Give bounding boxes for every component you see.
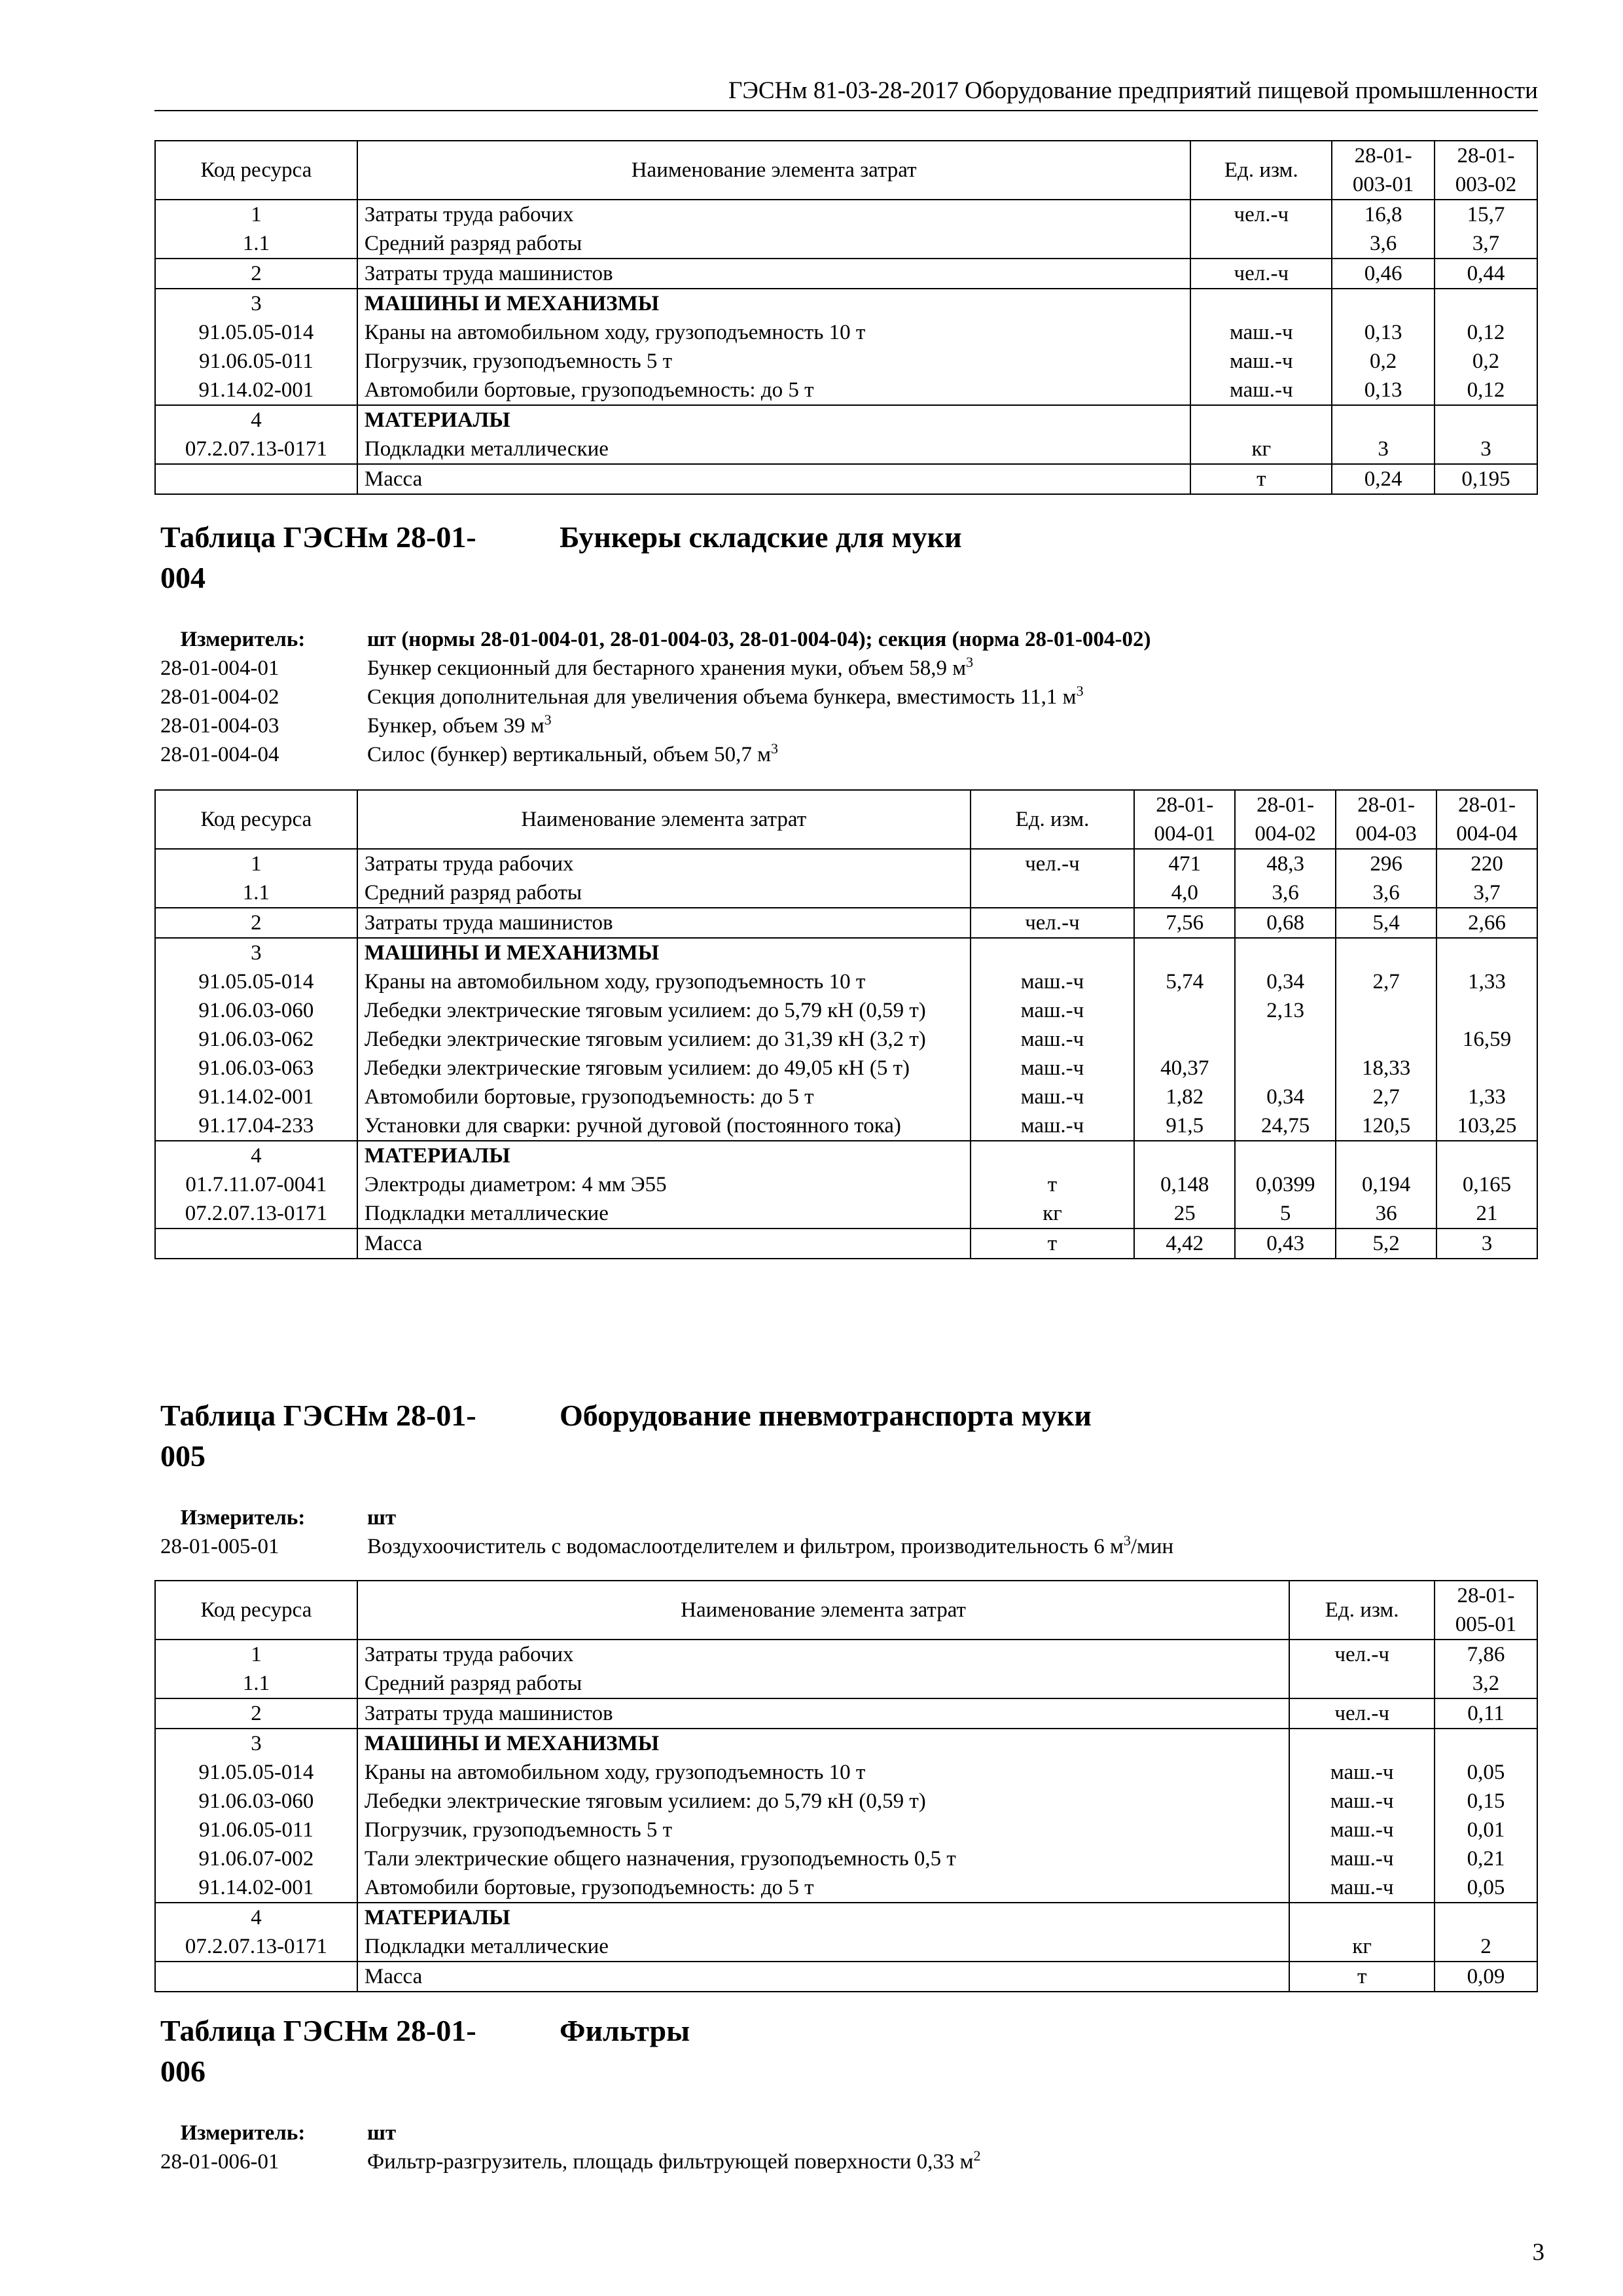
col-header-name: Наименование элемента затрат: [357, 1581, 1289, 1640]
table-title-name: Бункеры складские для муки: [560, 520, 962, 554]
col-header-unit: Ед. изм.: [971, 790, 1135, 849]
col-header-name: Наименование элемента затрат: [357, 141, 1190, 200]
resource-code: 1: [155, 849, 357, 878]
unit-of-measure: кг: [1190, 435, 1332, 464]
table-row: [155, 1199, 1537, 1229]
cost-element-name: Погрузчик, грузоподъемность 5 т: [357, 1816, 1289, 1844]
norm-value: [1134, 996, 1235, 1025]
unit-exponent: 3: [544, 711, 552, 728]
norm-value: 3,6: [1332, 229, 1435, 259]
norm-description: [367, 1532, 1173, 1561]
norm-value: 5,2: [1336, 1229, 1436, 1259]
norm-item: [160, 683, 1535, 711]
norm-description: [367, 654, 973, 683]
norm-value: 0,46: [1332, 259, 1435, 289]
resource-code: 2: [155, 908, 357, 938]
unit-of-measure: [971, 938, 1135, 967]
resource-code: 91.14.02-001: [155, 1083, 357, 1111]
cost-element-name: Подкладки металлические: [357, 1932, 1289, 1962]
norm-value: [1336, 938, 1436, 967]
col-header-code: Код ресурса: [155, 1581, 357, 1640]
norm-value: 0,43: [1235, 1229, 1336, 1259]
norm-value: 120,5: [1336, 1111, 1436, 1141]
resource-code: 91.14.02-001: [155, 376, 357, 405]
norm-description: [367, 683, 1084, 711]
cost-element-name: МАТЕРИАЛЫ: [357, 1903, 1289, 1932]
cost-element-name: Масса: [357, 1962, 1289, 1992]
norm-value: [1435, 1903, 1537, 1932]
table-row: [155, 1229, 1537, 1259]
cost-table-005: [154, 1580, 1538, 1992]
unit-of-measure: [971, 878, 1135, 908]
norm-value: 3,6: [1235, 878, 1336, 908]
resource-code: 07.2.07.13-0171: [155, 435, 357, 464]
norm-value: [1436, 938, 1537, 967]
unit-of-measure: маш.-ч: [971, 996, 1135, 1025]
norm-value: 2,7: [1336, 1083, 1436, 1111]
norm-value: 1,33: [1436, 1083, 1537, 1111]
table-row: [155, 405, 1537, 435]
table-row: [155, 938, 1537, 967]
unit-of-measure: т: [1289, 1962, 1435, 1992]
unit-of-measure: маш.-ч: [971, 1025, 1135, 1054]
resource-code: [155, 1229, 357, 1259]
unit-of-measure: маш.-ч: [1289, 1816, 1435, 1844]
cost-element-name: Средний разряд работы: [357, 229, 1190, 259]
norm-value: 4,42: [1134, 1229, 1235, 1259]
resource-code: 1.1: [155, 229, 357, 259]
norm-value: 16,59: [1436, 1025, 1537, 1054]
norm-value: 0,12: [1435, 318, 1537, 347]
col-header-name: Наименование элемента затрат: [357, 790, 971, 849]
unit-of-measure: т: [971, 1229, 1135, 1259]
norm-value: 4,0: [1134, 878, 1235, 908]
measure-value: шт (нормы 28-01-004-01, 28-01-004-03, 28-01-004-04); секция (норма 28-01-004-02): [367, 628, 1151, 651]
resource-code: 91.06.05-011: [155, 1816, 357, 1844]
norm-text: Воздухоочиститель с водомаслоотделителем и фильтром, производительность 6 м: [367, 1535, 1124, 1558]
norm-value: 0,21: [1435, 1844, 1537, 1873]
cost-element-name: Лебедки электрические тяговым усилием: до 31,39 кН (3,2 т): [357, 1025, 971, 1054]
table-title-name: Фильтры: [560, 2014, 690, 2047]
cost-element-name: Краны на автомобильном ходу, грузоподъемность 10 т: [357, 318, 1190, 347]
norm-text: Секция дополнительная для увеличения объема бункера, вместимость 11,1 м: [367, 685, 1077, 709]
unit-of-measure: маш.-ч: [1289, 1873, 1435, 1903]
norm-value: 0,12: [1435, 376, 1537, 405]
norm-value: 0,0399: [1235, 1170, 1336, 1199]
table-row: [155, 908, 1537, 938]
norm-description: [367, 711, 552, 740]
norm-value: 1,33: [1436, 967, 1537, 996]
measure-block-006: [160, 2119, 1535, 2176]
norm-value: [1332, 289, 1435, 318]
unit-of-measure: чел.-ч: [971, 908, 1135, 938]
unit-of-measure: чел.-ч: [971, 849, 1135, 878]
norm-value: 0,09: [1435, 1962, 1537, 1992]
norm-value: 103,25: [1436, 1111, 1537, 1141]
col-header-norm: 28-01- 003-01: [1332, 141, 1435, 200]
resource-code: 91.05.05-014: [155, 1758, 357, 1787]
resource-code: 91.05.05-014: [155, 967, 357, 996]
norm-value: 40,37: [1134, 1054, 1235, 1083]
resource-code: 3: [155, 289, 357, 318]
table-row: [155, 849, 1537, 878]
cost-element-name: Лебедки электрические тяговым усилием: до 49,05 кН (5 т): [357, 1054, 971, 1083]
resource-code: [155, 464, 357, 494]
table-row: [155, 1083, 1537, 1111]
cost-element-name: Установки для сварки: ручной дуговой (постоянного тока): [357, 1111, 971, 1141]
cost-element-name: Затраты труда машинистов: [357, 1698, 1289, 1729]
unit-exponent: 3: [1076, 683, 1084, 699]
table-title-label: Таблица ГЭСНм 28-01- 005: [160, 1399, 476, 1473]
norm-text: Фильтр-разгрузитель, площадь фильтрующей поверхности 0,33 м: [367, 2150, 974, 2174]
table-row: [155, 1962, 1537, 1992]
norm-item: [160, 740, 1535, 769]
unit-of-measure: чел.-ч: [1190, 259, 1332, 289]
resource-code: 07.2.07.13-0171: [155, 1932, 357, 1962]
unit-exponent: 3: [1123, 1532, 1131, 1549]
norm-value: [1435, 405, 1537, 435]
unit-of-measure: чел.-ч: [1289, 1640, 1435, 1669]
resource-code: 2: [155, 259, 357, 289]
table-title-label: Таблица ГЭСНм 28-01- 004: [160, 520, 476, 594]
norm-value: [1435, 289, 1537, 318]
resource-code: 1.1: [155, 878, 357, 908]
norm-value: 15,7: [1435, 200, 1537, 229]
cost-element-name: Подкладки металлические: [357, 1199, 971, 1229]
table-row: [155, 1844, 1537, 1873]
col-header-norm: 28-01- 004-03: [1336, 790, 1436, 849]
norm-value: 220: [1436, 849, 1537, 878]
norm-item: [160, 654, 1535, 683]
table-title-label: Таблица ГЭСНм 28-01- 006: [160, 2014, 476, 2088]
unit-exponent: 3: [771, 740, 778, 757]
norm-value: 0,2: [1435, 347, 1537, 376]
resource-code: 91.14.02-001: [155, 1873, 357, 1903]
unit-of-measure: маш.-ч: [971, 1054, 1135, 1083]
norm-text: Бункер, объем 39 м: [367, 714, 544, 738]
cost-table-004: [154, 789, 1538, 1259]
table-row: [155, 347, 1537, 376]
norm-value: 7,56: [1134, 908, 1235, 938]
cost-table-003: [154, 140, 1538, 495]
table-row: [155, 1111, 1537, 1141]
norm-value: 16,8: [1332, 200, 1435, 229]
norm-value: [1235, 1054, 1336, 1083]
norm-value: 0,194: [1336, 1170, 1436, 1199]
cost-element-name: Тали электрические общего назначения, грузоподъемность 0,5 т: [357, 1844, 1289, 1873]
cost-element-name: Средний разряд работы: [357, 878, 971, 908]
resource-code: 07.2.07.13-0171: [155, 1199, 357, 1229]
norm-value: 2: [1435, 1932, 1537, 1962]
norm-value: [1134, 938, 1235, 967]
norm-value: 296: [1336, 849, 1436, 878]
cost-element-name: Затраты труда рабочих: [357, 849, 971, 878]
table-row: [155, 229, 1537, 259]
cost-element-name: Средний разряд работы: [357, 1669, 1289, 1698]
table-row: [155, 289, 1537, 318]
unit-of-measure: чел.-ч: [1289, 1698, 1435, 1729]
norm-value: 24,75: [1235, 1111, 1336, 1141]
norm-value: [1436, 1054, 1537, 1083]
table-row: [155, 435, 1537, 464]
col-header-norm: 28-01- 004-04: [1436, 790, 1537, 849]
norm-value: 0,01: [1435, 1816, 1537, 1844]
col-header-unit: Ед. изм.: [1289, 1581, 1435, 1640]
resource-code: 4: [155, 1141, 357, 1170]
unit-of-measure: маш.-ч: [971, 1083, 1135, 1111]
resource-code: 91.06.03-060: [155, 996, 357, 1025]
cost-element-name: МАШИНЫ И МЕХАНИЗМЫ: [357, 1729, 1289, 1758]
table-row: [155, 1758, 1537, 1787]
norm-text: Бункер секционный для бестарного хранения муки, объем 58,9 м: [367, 656, 967, 680]
unit-of-measure: чел.-ч: [1190, 200, 1332, 229]
norm-item: [160, 2147, 1535, 2176]
cost-element-name: Краны на автомобильном ходу, грузоподъемность 10 т: [357, 1758, 1289, 1787]
measure-label: Измеритель:: [180, 1506, 306, 1530]
unit-of-measure: [971, 1141, 1135, 1170]
cost-element-name: Масса: [357, 464, 1190, 494]
table-row: [155, 1170, 1537, 1199]
table-row: [155, 1932, 1537, 1962]
norm-value: [1336, 996, 1436, 1025]
unit-of-measure: кг: [971, 1199, 1135, 1229]
norm-value: 3: [1436, 1229, 1537, 1259]
unit-of-measure: [1190, 405, 1332, 435]
table-row: [155, 1903, 1537, 1932]
cost-element-name: Погрузчик, грузоподъемность 5 т: [357, 347, 1190, 376]
cost-element-name: Затраты труда машинистов: [357, 908, 971, 938]
table-row: [155, 259, 1537, 289]
unit-of-measure: маш.-ч: [1289, 1758, 1435, 1787]
table-row: [155, 1141, 1537, 1170]
resource-code: 91.05.05-014: [155, 318, 357, 347]
norm-value: 3,2: [1435, 1669, 1537, 1698]
page-number: 3: [1532, 2239, 1544, 2266]
col-header-unit: Ед. изм.: [1190, 141, 1332, 200]
norm-description: [367, 2147, 981, 2176]
norm-value: 7,86: [1435, 1640, 1537, 1669]
table-row: [155, 376, 1537, 405]
resource-code: 4: [155, 405, 357, 435]
norm-value: 2,13: [1235, 996, 1336, 1025]
table-row: [155, 1698, 1537, 1729]
cost-element-name: МАТЕРИАЛЫ: [357, 405, 1190, 435]
unit-of-measure: [1289, 1903, 1435, 1932]
col-header-code: Код ресурса: [155, 790, 357, 849]
table-row: [155, 1669, 1537, 1698]
cost-element-name: Автомобили бортовые, грузоподъемность: до 5 т: [357, 376, 1190, 405]
norm-value: 91,5: [1134, 1111, 1235, 1141]
unit-exponent: 2: [973, 2147, 981, 2164]
cost-element-name: МАТЕРИАЛЫ: [357, 1141, 971, 1170]
cost-element-name: Автомобили бортовые, грузоподъемность: до 5 т: [357, 1873, 1289, 1903]
unit-of-measure: маш.-ч: [1190, 347, 1332, 376]
unit-of-measure: [1190, 229, 1332, 259]
unit-of-measure: т: [971, 1170, 1135, 1199]
norm-value: 18,33: [1336, 1054, 1436, 1083]
norm-code: 28-01-006-01: [160, 2150, 279, 2174]
table-row: [155, 318, 1537, 347]
norm-value: [1235, 938, 1336, 967]
norm-value: 5,4: [1336, 908, 1436, 938]
col-header-norm: 28-01- 003-02: [1435, 141, 1537, 200]
norm-value: 0,148: [1134, 1170, 1235, 1199]
table-row: [155, 1640, 1537, 1669]
cost-element-name: Затраты труда рабочих: [357, 200, 1190, 229]
resource-code: 3: [155, 1729, 357, 1758]
col-header-norm: 28-01- 005-01: [1435, 1581, 1537, 1640]
cost-element-name: Подкладки металлические: [357, 435, 1190, 464]
norm-value: 2,7: [1336, 967, 1436, 996]
unit-of-measure: [1289, 1729, 1435, 1758]
norm-value: 0,44: [1435, 259, 1537, 289]
resource-code: 91.06.05-011: [155, 347, 357, 376]
cost-element-name: МАШИНЫ И МЕХАНИЗМЫ: [357, 289, 1190, 318]
table-row: [155, 1873, 1537, 1903]
table-row: [155, 1025, 1537, 1054]
norm-value: 1,82: [1134, 1083, 1235, 1111]
norm-code: 28-01-005-01: [160, 1535, 279, 1558]
unit-exponent: 3: [966, 654, 974, 670]
unit-of-measure: маш.-ч: [1190, 376, 1332, 405]
measure-label: Измеритель:: [180, 628, 306, 651]
norm-value: [1134, 1141, 1235, 1170]
cost-element-name: Масса: [357, 1229, 971, 1259]
norm-value: [1436, 996, 1537, 1025]
norm-value: 0,68: [1235, 908, 1336, 938]
cost-element-name: Затраты труда машинистов: [357, 259, 1190, 289]
unit-of-measure: [1190, 289, 1332, 318]
table-row: [155, 967, 1537, 996]
resource-code: 2: [155, 1698, 357, 1729]
table-row: [155, 1816, 1537, 1844]
table-row: [155, 996, 1537, 1025]
unit-of-measure: маш.-ч: [971, 1111, 1135, 1141]
running-header: ГЭСНм 81-03-28-2017 Оборудование предприятий пищевой промышленности: [154, 72, 1538, 111]
norm-value: 471: [1134, 849, 1235, 878]
norm-value: 3,6: [1336, 878, 1436, 908]
norm-value: [1435, 1729, 1537, 1758]
norm-code: 28-01-004-03: [160, 714, 279, 738]
norm-text: Силос (бункер) вертикальный, объем 50,7 м: [367, 743, 771, 766]
resource-code: 91.06.07-002: [155, 1844, 357, 1873]
norm-value: 0,13: [1332, 318, 1435, 347]
table-row: [155, 464, 1537, 494]
unit-of-measure: маш.-ч: [1289, 1787, 1435, 1816]
cost-element-name: Электроды диаметром: 4 мм Э55: [357, 1170, 971, 1199]
measure-block-004: [160, 625, 1535, 769]
norm-value: [1336, 1025, 1436, 1054]
col-header-norm: 28-01- 004-01: [1134, 790, 1235, 849]
norm-value: 5: [1235, 1199, 1336, 1229]
unit-of-measure: т: [1190, 464, 1332, 494]
norm-value: 0,05: [1435, 1758, 1537, 1787]
norm-code: 28-01-004-02: [160, 685, 279, 709]
norm-value: [1436, 1141, 1537, 1170]
norm-value: 0,24: [1332, 464, 1435, 494]
resource-code: 1.1: [155, 1669, 357, 1698]
norm-value: 0,165: [1436, 1170, 1537, 1199]
norm-value: 0,2: [1332, 347, 1435, 376]
norm-value: 0,195: [1435, 464, 1537, 494]
norm-code: 28-01-004-04: [160, 743, 279, 766]
col-header-code: Код ресурса: [155, 141, 357, 200]
norm-item: [160, 711, 1535, 740]
cost-element-name: Лебедки электрические тяговым усилием: до 5,79 кН (0,59 т): [357, 996, 971, 1025]
norm-value: 25: [1134, 1199, 1235, 1229]
resource-code: 4: [155, 1903, 357, 1932]
unit-of-measure: маш.-ч: [971, 967, 1135, 996]
norm-value: 3,7: [1436, 878, 1537, 908]
norm-description: [367, 740, 778, 769]
norm-value: [1235, 1141, 1336, 1170]
cost-element-name: Лебедки электрические тяговым усилием: до 5,79 кН (0,59 т): [357, 1787, 1289, 1816]
unit-of-measure: [1289, 1669, 1435, 1698]
table-row: [155, 1054, 1537, 1083]
resource-code: 1: [155, 200, 357, 229]
norm-text-tail: /мин: [1130, 1535, 1174, 1558]
resource-code: 1: [155, 1640, 357, 1669]
norm-value: 21: [1436, 1199, 1537, 1229]
norm-item: [160, 1532, 1535, 1561]
measure-block-005: [160, 1503, 1535, 1561]
norm-value: 3,7: [1435, 229, 1537, 259]
measure-value: шт: [367, 2121, 397, 2145]
table-row: [155, 1729, 1537, 1758]
resource-code: [155, 1962, 357, 1992]
unit-of-measure: кг: [1289, 1932, 1435, 1962]
norm-value: 3: [1435, 435, 1537, 464]
resource-code: 91.17.04-233: [155, 1111, 357, 1141]
norm-value: 48,3: [1235, 849, 1336, 878]
norm-value: 2,66: [1436, 908, 1537, 938]
table-row: [155, 200, 1537, 229]
measure-value: шт: [367, 1506, 397, 1530]
resource-code: 91.06.03-062: [155, 1025, 357, 1054]
unit-of-measure: маш.-ч: [1289, 1844, 1435, 1873]
norm-value: [1332, 405, 1435, 435]
col-header-norm: 28-01- 004-02: [1235, 790, 1336, 849]
norm-value: 0,05: [1435, 1873, 1537, 1903]
norm-value: 0,13: [1332, 376, 1435, 405]
norm-value: 0,34: [1235, 967, 1336, 996]
cost-element-name: Затраты труда рабочих: [357, 1640, 1289, 1669]
cost-element-name: МАШИНЫ И МЕХАНИЗМЫ: [357, 938, 971, 967]
norm-value: [1336, 1141, 1436, 1170]
norm-value: 5,74: [1134, 967, 1235, 996]
unit-of-measure: маш.-ч: [1190, 318, 1332, 347]
resource-code: 91.06.03-063: [155, 1054, 357, 1083]
cost-element-name: Автомобили бортовые, грузоподъемность: до 5 т: [357, 1083, 971, 1111]
norm-value: [1235, 1025, 1336, 1054]
table-row: [155, 1787, 1537, 1816]
norm-value: [1134, 1025, 1235, 1054]
norm-value: 36: [1336, 1199, 1436, 1229]
table-row: [155, 878, 1537, 908]
resource-code: 01.7.11.07-0041: [155, 1170, 357, 1199]
norm-value: 0,34: [1235, 1083, 1336, 1111]
norm-value: 3: [1332, 435, 1435, 464]
norm-code: 28-01-004-01: [160, 656, 279, 680]
resource-code: 3: [155, 938, 357, 967]
cost-element-name: Краны на автомобильном ходу, грузоподъемность 10 т: [357, 967, 971, 996]
norm-value: 0,11: [1435, 1698, 1537, 1729]
table-title-name: Оборудование пневмотранспорта муки: [560, 1399, 1092, 1432]
measure-label: Измеритель:: [180, 2121, 306, 2145]
norm-value: 0,15: [1435, 1787, 1537, 1816]
resource-code: 91.06.03-060: [155, 1787, 357, 1816]
